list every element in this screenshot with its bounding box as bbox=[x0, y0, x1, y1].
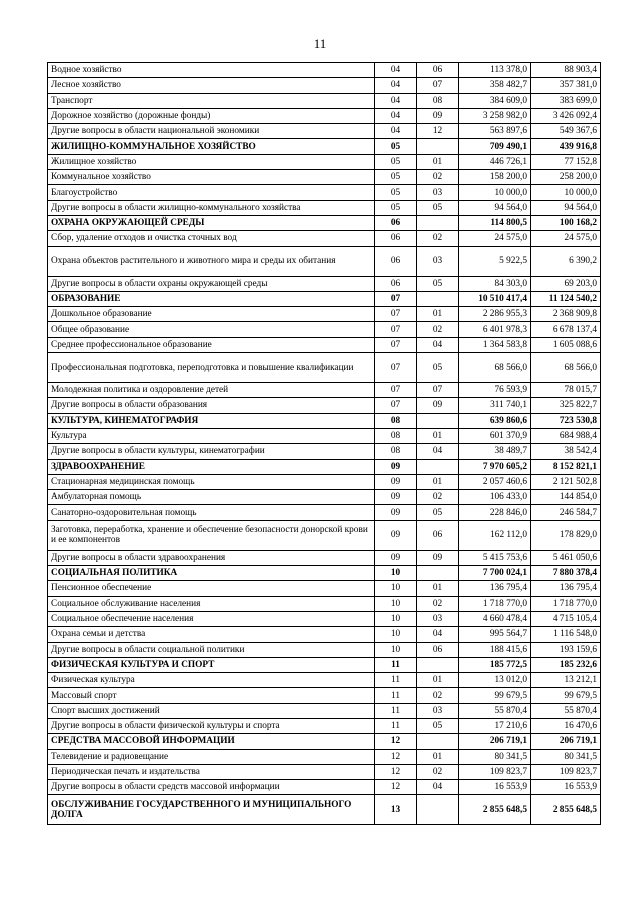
row-amount-2-cell: 94 564,0 bbox=[531, 200, 601, 215]
row-name-cell: Другие вопросы в области здравоохранения bbox=[48, 550, 375, 565]
row-amount-1-cell: 2 286 955,3 bbox=[459, 307, 531, 322]
row-section-code-cell: 08 bbox=[375, 444, 417, 459]
row-amount-2-cell: 38 542,4 bbox=[531, 444, 601, 459]
row-section-code-cell: 07 bbox=[375, 383, 417, 398]
table-row bbox=[48, 246, 601, 276]
table-row bbox=[48, 490, 601, 505]
row-subsection-code-cell: 03 bbox=[417, 611, 459, 626]
row-amount-1-cell: 113 378,0 bbox=[459, 63, 531, 78]
row-amount-1-cell: 99 679,5 bbox=[459, 688, 531, 703]
row-amount-1-cell: 228 846,0 bbox=[459, 505, 531, 520]
row-section-code-cell: 04 bbox=[375, 78, 417, 93]
row-amount-1-cell: 311 740,1 bbox=[459, 398, 531, 413]
row-name-cell: Коммунальное хозяйство bbox=[48, 170, 375, 185]
row-name-cell: СОЦИАЛЬНАЯ ПОЛИТИКА bbox=[48, 566, 375, 581]
row-subsection-code-cell bbox=[417, 566, 459, 581]
row-section-code-cell: 09 bbox=[375, 490, 417, 505]
row-name-cell: Другие вопросы в области физической культуры и спорта bbox=[48, 718, 375, 733]
row-amount-1-cell: 10 000,0 bbox=[459, 185, 531, 200]
row-section-code-cell: 06 bbox=[375, 246, 417, 276]
row-section-code-cell: 10 bbox=[375, 642, 417, 657]
row-amount-2-cell: 178 829,0 bbox=[531, 520, 601, 550]
table-row bbox=[48, 215, 601, 230]
row-section-code-cell: 04 bbox=[375, 93, 417, 108]
table-row bbox=[48, 383, 601, 398]
row-section-code-cell: 10 bbox=[375, 581, 417, 596]
row-name-cell: Лесное хозяйство bbox=[48, 78, 375, 93]
row-subsection-code-cell bbox=[417, 139, 459, 154]
budget-table bbox=[47, 62, 601, 825]
row-amount-1-cell: 601 370,9 bbox=[459, 428, 531, 443]
row-name-cell: Сбор, удаление отходов и очистка сточных вод bbox=[48, 231, 375, 246]
row-amount-2-cell: 1 116 548,0 bbox=[531, 627, 601, 642]
row-amount-1-cell: 94 564,0 bbox=[459, 200, 531, 215]
row-subsection-code-cell bbox=[417, 795, 459, 825]
table-row bbox=[48, 78, 601, 93]
table-row bbox=[48, 428, 601, 443]
row-section-code-cell: 04 bbox=[375, 108, 417, 123]
table-row bbox=[48, 642, 601, 657]
row-subsection-code-cell: 02 bbox=[417, 688, 459, 703]
table-row bbox=[48, 459, 601, 474]
row-section-code-cell: 05 bbox=[375, 200, 417, 215]
table-row bbox=[48, 353, 601, 383]
row-section-code-cell: 06 bbox=[375, 276, 417, 291]
row-amount-2-cell: 13 212,1 bbox=[531, 673, 601, 688]
row-amount-2-cell: 3 426 092,4 bbox=[531, 108, 601, 123]
row-name-cell: Санаторно-оздоровительная помощь bbox=[48, 505, 375, 520]
row-section-code-cell: 13 bbox=[375, 795, 417, 825]
table-row bbox=[48, 291, 601, 306]
row-subsection-code-cell: 04 bbox=[417, 444, 459, 459]
row-amount-1-cell: 76 593,9 bbox=[459, 383, 531, 398]
row-section-code-cell: 05 bbox=[375, 170, 417, 185]
row-subsection-code-cell: 01 bbox=[417, 428, 459, 443]
row-subsection-code-cell: 07 bbox=[417, 383, 459, 398]
row-name-cell: Другие вопросы в области средств массовой информации bbox=[48, 780, 375, 795]
row-name-cell: Водное хозяйство bbox=[48, 63, 375, 78]
row-amount-1-cell: 995 564,7 bbox=[459, 627, 531, 642]
table-row bbox=[48, 718, 601, 733]
table-row bbox=[48, 108, 601, 123]
row-section-code-cell: 11 bbox=[375, 703, 417, 718]
table-row bbox=[48, 170, 601, 185]
row-amount-1-cell: 358 482,7 bbox=[459, 78, 531, 93]
table-row bbox=[48, 795, 601, 825]
row-name-cell: Дорожное хозяйство (дорожные фонды) bbox=[48, 108, 375, 123]
row-amount-2-cell: 24 575,0 bbox=[531, 231, 601, 246]
row-amount-1-cell: 5 415 753,6 bbox=[459, 550, 531, 565]
row-section-code-cell: 10 bbox=[375, 611, 417, 626]
table-row bbox=[48, 93, 601, 108]
row-subsection-code-cell: 04 bbox=[417, 337, 459, 352]
row-amount-2-cell: 88 903,4 bbox=[531, 63, 601, 78]
table-row bbox=[48, 307, 601, 322]
row-name-cell: СРЕДСТВА МАССОВОЙ ИНФОРМАЦИИ bbox=[48, 734, 375, 749]
row-subsection-code-cell: 08 bbox=[417, 93, 459, 108]
row-section-code-cell: 09 bbox=[375, 474, 417, 489]
row-section-code-cell: 06 bbox=[375, 231, 417, 246]
row-name-cell: Общее образование bbox=[48, 322, 375, 337]
row-subsection-code-cell: 01 bbox=[417, 307, 459, 322]
row-amount-2-cell: 4 715 105,4 bbox=[531, 611, 601, 626]
row-amount-2-cell: 206 719,1 bbox=[531, 734, 601, 749]
row-section-code-cell: 05 bbox=[375, 139, 417, 154]
row-amount-1-cell: 109 823,7 bbox=[459, 764, 531, 779]
row-amount-2-cell: 100 168,2 bbox=[531, 215, 601, 230]
table-row bbox=[48, 673, 601, 688]
row-subsection-code-cell bbox=[417, 459, 459, 474]
table-row bbox=[48, 124, 601, 139]
row-amount-1-cell: 106 433,0 bbox=[459, 490, 531, 505]
row-section-code-cell: 10 bbox=[375, 627, 417, 642]
row-section-code-cell: 04 bbox=[375, 63, 417, 78]
row-name-cell: Социальное обеспечение населения bbox=[48, 611, 375, 626]
table-row bbox=[48, 444, 601, 459]
table-row bbox=[48, 63, 601, 78]
row-name-cell: Пенсионное обеспечение bbox=[48, 581, 375, 596]
row-amount-2-cell: 357 381,0 bbox=[531, 78, 601, 93]
row-amount-2-cell: 1 718 770,0 bbox=[531, 596, 601, 611]
row-amount-2-cell: 7 880 378,4 bbox=[531, 566, 601, 581]
row-subsection-code-cell: 12 bbox=[417, 124, 459, 139]
row-name-cell: Культура bbox=[48, 428, 375, 443]
row-name-cell: ФИЗИЧЕСКАЯ КУЛЬТУРА И СПОРТ bbox=[48, 657, 375, 672]
row-name-cell: Охрана семьи и детства bbox=[48, 627, 375, 642]
row-section-code-cell: 04 bbox=[375, 124, 417, 139]
row-amount-2-cell: 16 553,9 bbox=[531, 780, 601, 795]
row-name-cell: Другие вопросы в области жилищно-коммунального хозяйства bbox=[48, 200, 375, 215]
table-row bbox=[48, 581, 601, 596]
row-amount-1-cell: 136 795,4 bbox=[459, 581, 531, 596]
table-row bbox=[48, 703, 601, 718]
row-section-code-cell: 09 bbox=[375, 459, 417, 474]
row-amount-2-cell: 1 605 088,6 bbox=[531, 337, 601, 352]
row-subsection-code-cell: 02 bbox=[417, 231, 459, 246]
row-section-code-cell: 09 bbox=[375, 550, 417, 565]
row-subsection-code-cell: 02 bbox=[417, 596, 459, 611]
table-row bbox=[48, 550, 601, 565]
row-section-code-cell: 07 bbox=[375, 353, 417, 383]
table-row bbox=[48, 398, 601, 413]
row-amount-1-cell: 563 897,6 bbox=[459, 124, 531, 139]
row-section-code-cell: 12 bbox=[375, 764, 417, 779]
row-name-cell: Периодическая печать и издательства bbox=[48, 764, 375, 779]
row-amount-2-cell: 325 822,7 bbox=[531, 398, 601, 413]
row-amount-2-cell: 109 823,7 bbox=[531, 764, 601, 779]
row-amount-2-cell: 6 678 137,4 bbox=[531, 322, 601, 337]
row-section-code-cell: 08 bbox=[375, 428, 417, 443]
row-section-code-cell: 05 bbox=[375, 154, 417, 169]
row-amount-2-cell: 723 530,8 bbox=[531, 413, 601, 428]
row-subsection-code-cell: 03 bbox=[417, 246, 459, 276]
row-name-cell: Спорт высших достижений bbox=[48, 703, 375, 718]
table-row bbox=[48, 154, 601, 169]
row-subsection-code-cell: 09 bbox=[417, 398, 459, 413]
row-section-code-cell: 11 bbox=[375, 718, 417, 733]
row-name-cell: Транспорт bbox=[48, 93, 375, 108]
row-amount-1-cell: 639 860,6 bbox=[459, 413, 531, 428]
row-subsection-code-cell: 06 bbox=[417, 642, 459, 657]
row-name-cell: Другие вопросы в области социальной политики bbox=[48, 642, 375, 657]
row-amount-2-cell: 11 124 540,2 bbox=[531, 291, 601, 306]
row-section-code-cell: 09 bbox=[375, 505, 417, 520]
row-name-cell: Жилищное хозяйство bbox=[48, 154, 375, 169]
row-subsection-code-cell: 06 bbox=[417, 63, 459, 78]
row-amount-2-cell: 16 470,6 bbox=[531, 718, 601, 733]
row-amount-2-cell: 77 152,8 bbox=[531, 154, 601, 169]
row-amount-1-cell: 55 870,4 bbox=[459, 703, 531, 718]
row-subsection-code-cell: 02 bbox=[417, 322, 459, 337]
table-row bbox=[48, 657, 601, 672]
row-section-code-cell: 06 bbox=[375, 215, 417, 230]
row-amount-1-cell: 80 341,5 bbox=[459, 749, 531, 764]
row-section-code-cell: 07 bbox=[375, 307, 417, 322]
row-amount-1-cell: 7 700 024,1 bbox=[459, 566, 531, 581]
row-name-cell: Охрана объектов растительного и животного мира и среды их обитания bbox=[48, 246, 375, 276]
row-section-code-cell: 12 bbox=[375, 780, 417, 795]
row-section-code-cell: 12 bbox=[375, 749, 417, 764]
row-amount-2-cell: 78 015,7 bbox=[531, 383, 601, 398]
row-amount-2-cell: 383 699,0 bbox=[531, 93, 601, 108]
table-row bbox=[48, 185, 601, 200]
row-section-code-cell: 10 bbox=[375, 566, 417, 581]
table-row bbox=[48, 627, 601, 642]
row-name-cell: Молодежная политика и оздоровление детей bbox=[48, 383, 375, 398]
row-section-code-cell: 11 bbox=[375, 657, 417, 672]
table-row bbox=[48, 474, 601, 489]
row-subsection-code-cell: 09 bbox=[417, 550, 459, 565]
row-amount-1-cell: 3 258 982,0 bbox=[459, 108, 531, 123]
row-amount-1-cell: 2 855 648,5 bbox=[459, 795, 531, 825]
row-amount-1-cell: 114 800,5 bbox=[459, 215, 531, 230]
table-row bbox=[48, 734, 601, 749]
row-section-code-cell: 12 bbox=[375, 734, 417, 749]
row-amount-2-cell: 10 000,0 bbox=[531, 185, 601, 200]
table-row bbox=[48, 276, 601, 291]
row-amount-1-cell: 16 553,9 bbox=[459, 780, 531, 795]
row-subsection-code-cell: 04 bbox=[417, 627, 459, 642]
row-subsection-code-cell bbox=[417, 657, 459, 672]
row-subsection-code-cell: 01 bbox=[417, 474, 459, 489]
row-subsection-code-cell: 09 bbox=[417, 108, 459, 123]
row-section-code-cell: 07 bbox=[375, 322, 417, 337]
row-name-cell: ОБСЛУЖИВАНИЕ ГОСУДАРСТВЕННОГО И МУНИЦИПАЛЬНОГО ДОЛГА bbox=[48, 795, 375, 825]
row-amount-1-cell: 384 609,0 bbox=[459, 93, 531, 108]
row-amount-1-cell: 2 057 460,6 bbox=[459, 474, 531, 489]
row-name-cell: Социальное обслуживание населения bbox=[48, 596, 375, 611]
row-subsection-code-cell: 06 bbox=[417, 520, 459, 550]
row-name-cell: Стационарная медицинская помощь bbox=[48, 474, 375, 489]
row-amount-1-cell: 709 490,1 bbox=[459, 139, 531, 154]
table-row bbox=[48, 520, 601, 550]
row-amount-1-cell: 446 726,1 bbox=[459, 154, 531, 169]
row-amount-1-cell: 10 510 417,4 bbox=[459, 291, 531, 306]
table-row bbox=[48, 200, 601, 215]
row-amount-1-cell: 6 401 978,3 bbox=[459, 322, 531, 337]
row-section-code-cell: 07 bbox=[375, 337, 417, 352]
row-amount-2-cell: 5 461 050,6 bbox=[531, 550, 601, 565]
row-name-cell: Благоустройство bbox=[48, 185, 375, 200]
row-name-cell: Дошкольное образование bbox=[48, 307, 375, 322]
row-subsection-code-cell: 03 bbox=[417, 703, 459, 718]
row-subsection-code-cell: 01 bbox=[417, 581, 459, 596]
row-name-cell: Заготовка, переработка, хранение и обеспечение безопасности донорской крови и ее компонентов bbox=[48, 520, 375, 550]
row-section-code-cell: 11 bbox=[375, 673, 417, 688]
row-amount-2-cell: 185 232,6 bbox=[531, 657, 601, 672]
row-subsection-code-cell: 05 bbox=[417, 353, 459, 383]
row-amount-2-cell: 69 203,0 bbox=[531, 276, 601, 291]
row-name-cell: ОХРАНА ОКРУЖАЮЩЕЙ СРЕДЫ bbox=[48, 215, 375, 230]
row-amount-1-cell: 13 012,0 bbox=[459, 673, 531, 688]
table-row bbox=[48, 688, 601, 703]
row-amount-1-cell: 162 112,0 bbox=[459, 520, 531, 550]
table-row bbox=[48, 749, 601, 764]
row-subsection-code-cell bbox=[417, 215, 459, 230]
row-subsection-code-cell bbox=[417, 734, 459, 749]
row-amount-1-cell: 7 970 605,2 bbox=[459, 459, 531, 474]
table-row bbox=[48, 505, 601, 520]
row-name-cell: Физическая культура bbox=[48, 673, 375, 688]
row-section-code-cell: 09 bbox=[375, 520, 417, 550]
row-amount-1-cell: 1 364 583,8 bbox=[459, 337, 531, 352]
row-name-cell: Профессиональная подготовка, переподготовка и повышение квалификации bbox=[48, 353, 375, 383]
row-subsection-code-cell: 02 bbox=[417, 764, 459, 779]
row-name-cell: Массовый спорт bbox=[48, 688, 375, 703]
row-amount-1-cell: 24 575,0 bbox=[459, 231, 531, 246]
row-amount-2-cell: 549 367,6 bbox=[531, 124, 601, 139]
table-row bbox=[48, 337, 601, 352]
table-row bbox=[48, 596, 601, 611]
row-amount-2-cell: 55 870,4 bbox=[531, 703, 601, 718]
row-subsection-code-cell: 02 bbox=[417, 170, 459, 185]
row-subsection-code-cell: 05 bbox=[417, 505, 459, 520]
row-name-cell: Другие вопросы в области образования bbox=[48, 398, 375, 413]
row-name-cell: КУЛЬТУРА, КИНЕМАТОГРАФИЯ bbox=[48, 413, 375, 428]
row-amount-1-cell: 84 303,0 bbox=[459, 276, 531, 291]
row-amount-1-cell: 17 210,6 bbox=[459, 718, 531, 733]
row-amount-1-cell: 206 719,1 bbox=[459, 734, 531, 749]
row-subsection-code-cell: 05 bbox=[417, 276, 459, 291]
row-subsection-code-cell: 05 bbox=[417, 718, 459, 733]
row-amount-2-cell: 439 916,8 bbox=[531, 139, 601, 154]
row-amount-2-cell: 99 679,5 bbox=[531, 688, 601, 703]
row-name-cell: Другие вопросы в области национальной экономики bbox=[48, 124, 375, 139]
row-amount-2-cell: 144 854,0 bbox=[531, 490, 601, 505]
row-amount-2-cell: 68 566,0 bbox=[531, 353, 601, 383]
row-name-cell: ЗДРАВООХРАНЕНИЕ bbox=[48, 459, 375, 474]
row-amount-2-cell: 193 159,6 bbox=[531, 642, 601, 657]
row-subsection-code-cell bbox=[417, 291, 459, 306]
row-section-code-cell: 10 bbox=[375, 596, 417, 611]
row-name-cell: Другие вопросы в области культуры, кинематографии bbox=[48, 444, 375, 459]
row-name-cell: Среднее профессиональное образование bbox=[48, 337, 375, 352]
row-name-cell: Телевидение и радиовещание bbox=[48, 749, 375, 764]
row-name-cell: Амбулаторная помощь bbox=[48, 490, 375, 505]
row-section-code-cell: 07 bbox=[375, 291, 417, 306]
row-amount-2-cell: 6 390,2 bbox=[531, 246, 601, 276]
row-amount-1-cell: 188 415,6 bbox=[459, 642, 531, 657]
row-amount-2-cell: 684 988,4 bbox=[531, 428, 601, 443]
row-amount-2-cell: 2 368 909,8 bbox=[531, 307, 601, 322]
row-subsection-code-cell: 01 bbox=[417, 154, 459, 169]
row-amount-1-cell: 68 566,0 bbox=[459, 353, 531, 383]
row-amount-1-cell: 38 489,7 bbox=[459, 444, 531, 459]
row-amount-1-cell: 5 922,5 bbox=[459, 246, 531, 276]
row-amount-2-cell: 80 341,5 bbox=[531, 749, 601, 764]
table-row bbox=[48, 413, 601, 428]
row-subsection-code-cell: 03 bbox=[417, 185, 459, 200]
row-amount-2-cell: 136 795,4 bbox=[531, 581, 601, 596]
row-subsection-code-cell: 05 bbox=[417, 200, 459, 215]
row-subsection-code-cell: 01 bbox=[417, 749, 459, 764]
row-section-code-cell: 08 bbox=[375, 413, 417, 428]
row-amount-1-cell: 1 718 770,0 bbox=[459, 596, 531, 611]
row-amount-1-cell: 185 772,5 bbox=[459, 657, 531, 672]
table-row bbox=[48, 231, 601, 246]
table-row bbox=[48, 611, 601, 626]
table-row bbox=[48, 764, 601, 779]
table-row bbox=[48, 139, 601, 154]
row-amount-2-cell: 246 584,7 bbox=[531, 505, 601, 520]
page-number: 11 bbox=[313, 36, 327, 51]
table-row bbox=[48, 566, 601, 581]
row-amount-1-cell: 4 660 478,4 bbox=[459, 611, 531, 626]
row-name-cell: Другие вопросы в области охраны окружающей среды bbox=[48, 276, 375, 291]
row-section-code-cell: 11 bbox=[375, 688, 417, 703]
row-section-code-cell: 07 bbox=[375, 398, 417, 413]
row-amount-2-cell: 8 152 821,1 bbox=[531, 459, 601, 474]
table-row bbox=[48, 780, 601, 795]
row-amount-1-cell: 158 200,0 bbox=[459, 170, 531, 185]
row-subsection-code-cell bbox=[417, 413, 459, 428]
row-amount-2-cell: 258 200,0 bbox=[531, 170, 601, 185]
budget-table-body bbox=[48, 63, 601, 825]
row-name-cell: ЖИЛИЩНО-КОММУНАЛЬНОЕ ХОЗЯЙСТВО bbox=[48, 139, 375, 154]
row-subsection-code-cell: 02 bbox=[417, 490, 459, 505]
row-amount-2-cell: 2 121 502,8 bbox=[531, 474, 601, 489]
row-name-cell: ОБРАЗОВАНИЕ bbox=[48, 291, 375, 306]
row-subsection-code-cell: 01 bbox=[417, 673, 459, 688]
table-row bbox=[48, 322, 601, 337]
row-subsection-code-cell: 07 bbox=[417, 78, 459, 93]
row-section-code-cell: 05 bbox=[375, 185, 417, 200]
row-amount-2-cell: 2 855 648,5 bbox=[531, 795, 601, 825]
row-subsection-code-cell: 04 bbox=[417, 780, 459, 795]
